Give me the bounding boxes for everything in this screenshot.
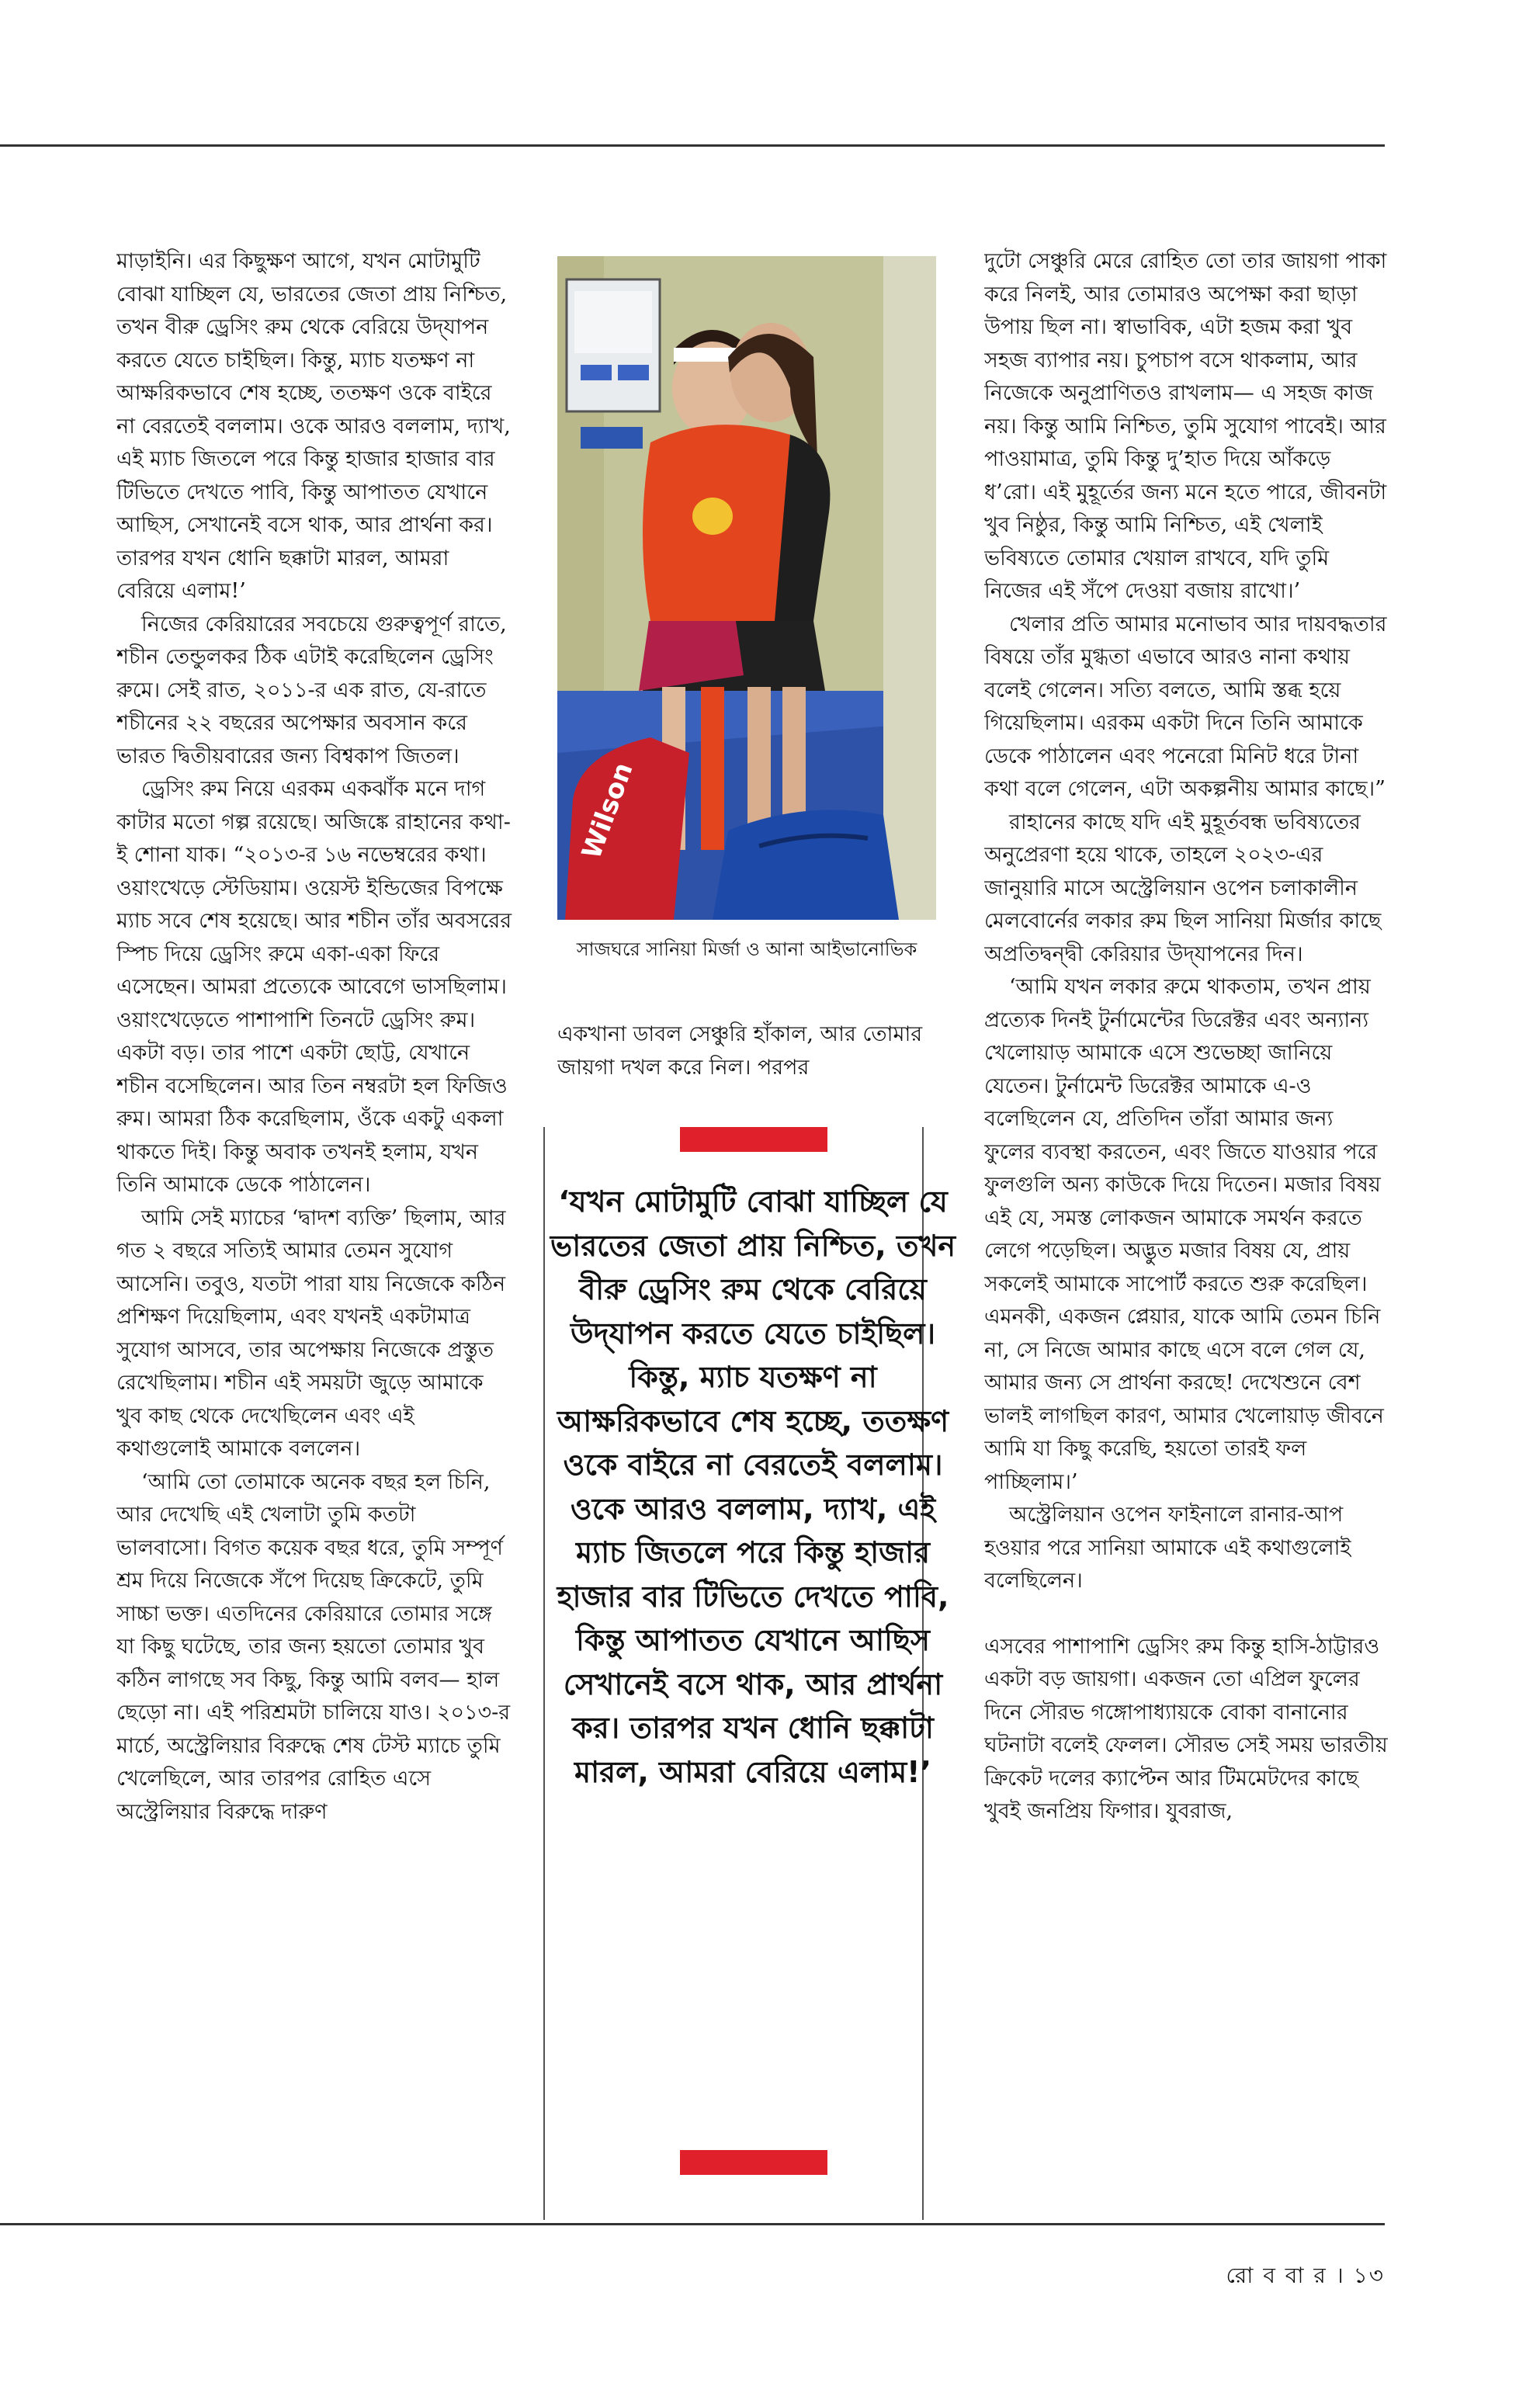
column-1 bbox=[116, 245, 512, 2217]
paragraph: খেলার প্রতি আমার মনোভাব আর দায়বদ্ধতার বিষয়ে তাঁর মুগ্ধতা এভাবে আরও নানা কথায় বলেই গেলেন। সত্যি বলতে, আমি স্তব্ধ হয়ে গিয়েছিলাম। এরকম একটা দিনে তিনি আমাকে ডেকে পাঠালেন এবং পনেরো মিনিট ধরে টানা কথা বলে গেলেন, এটা অকল্পনীয় আমার কাছে।” bbox=[984, 612, 1387, 801]
paragraph: একখানা ডাবল সেঞ্চুরি হাঁকাল, আর তোমার জায়গা দখল করে নিল। পরপর bbox=[557, 1022, 923, 1080]
paragraph: নিজের কেরিয়ারের সবচেয়ে গুরুত্বপূর্ণ রাতে, শচীন তেন্ডুলকর ঠিক এটাই করেছিলেন ড্রেসিং রুমে। সেই রাত, ২০১১-র এক রাত, যে-রাতে শচীনের ২২ বছরের অপেক্ষার অবসান করে ভারত দ্বিতীয়বারের জন্য বিশ্বকাপ জিতল। bbox=[116, 612, 507, 768]
top-rule bbox=[0, 144, 1385, 147]
photo-sania-mirza-ana-ivanovic bbox=[557, 256, 936, 920]
paragraph: অস্ট্রেলিয়ান ওপেন ফাইনালে রানার-আপ হওয়ার পরে সানিয়া আমাকে এই কথাগুলোই বলেছিলেন। bbox=[984, 1503, 1351, 1593]
column-2 bbox=[557, 1018, 961, 1096]
photo-caption: সাজঘরে সানিয়া মির্জা ও আনা আইভানোভিক bbox=[576, 938, 917, 960]
paragraph: মাড়াইনি। এর কিছুক্ষণ আগে, যখন মোটামুটি বোঝা যাচ্ছিল যে, ভারতের জেতা প্রায় নিশ্চিত, তখন বীরু ড্রেসিং রুম থেকে বেরিয়ে উদ্‌যাপন করতে যেতে চাইছিল। কিন্তু, ম্যাচ যতক্ষণ না আক্ষরিকভাবে শেষ হচ্ছে, ততক্ষণ ওকে বাইরে না বেরতেই বললাম। ওকে আরও বললাম, দ্যাখ, এই ম্যাচ জিতলে পরে কিন্তু হাজার হাজার বার টিভিতে দেখতে পাবি, কিন্তু আপাতত যেখানে আছিস, সেখানেই বসে থাক, আর প্রার্থনা কর। তারপর যখন ধোনি ছক্কাটা মারল, আমরা বেরিয়ে এলাম!’ bbox=[116, 249, 511, 603]
pull-quote-box bbox=[543, 1127, 962, 2214]
paragraph: ‘আমি যখন লকার রুমে থাকতাম, তখন প্রায় প্রত্যেক দিনই টুর্নামেন্টের ডিরেক্টর এবং অন্যান্য খেলোয়াড় আমাকে এসে শুভেচ্ছা জানিয়ে যেতেন। টুর্নামেন্ট ডিরেক্টর আমাকে এ-ও বলেছিলেন যে, প্রতিদিন তাঁরা আমার জন্য ফুলের ব্যবস্থা করতেন, এবং জিতে যাওয়ার পরে ফুলগুলি অন্য কাউকে দিয়ে দিতেন। মজার বিষয় এই যে, সমস্ত লোকজন আমাকে সমর্থন করতে লেগে পড়েছিল। অদ্ভুত মজার বিষয় যে, প্রায় সকলেই আমাকে সাপোর্ট করতে শুরু করেছিল। এমনকী, একজন প্লেয়ার, যাকে আমি তেমন চিনি না, সে নিজে আমার কাছে এসে বলে গেল যে, আমার জন্য সে প্রার্থনা করছে! দেখেশুনে বেশ ভালই লাগছিল কারণ, আমার খেলোয়াড় জীবনে আমি যা কিছু করেছি, হয়তো তারই ফল পাচ্ছিলাম।’ bbox=[984, 975, 1384, 1494]
bottom-rule bbox=[0, 2223, 1385, 2225]
paragraph: ‘আমি তো তোমাকে অনেক বছর হল চিনি, আর দেখেছি এই খেলাটা তুমি কতটা ভালবাসো। বিগত কয়েক বছর ধরে, তুমি সম্পূর্ণ শ্রম দিয়ে নিজেকে সঁপে দিয়েছ ক্রিকেটে, তুমি সাচ্চা ভক্ত। এতদিনের কেরিয়ারে তোমার সঙ্গে যা কিছু ঘটেছে, তার জন্য হয়তো তোমার খুব কঠিন লাগছে সব কিছু, কিন্তু আমি বলব— হাল ছেড়ো না। এই পরিশ্রমটা চালিয়ে যাও। ২০১৩-র মার্চে, অস্ট্রেলিয়ার বিরুদ্ধে শেষ টেস্ট ম্যাচে তুমি খেলেছিলে, আর তারপর রোহিত এসে অস্ট্রেলিয়ার বিরুদ্ধে দারুণ bbox=[116, 1469, 511, 1824]
page-folio: রো ব বা র । ১৩ bbox=[1226, 2263, 1385, 2288]
pull-quote-bar-top bbox=[680, 1127, 827, 1152]
paragraph: আমি সেই ম্যাচের ‘দ্বাদশ ব্যক্তি’ ছিলাম, আর গত ২ বছরে সত্যিই আমার তেমন সুযোগ আসেনি। তবুও, যতটা পারা যায় নিজেকে কঠিন প্রশিক্ষণ দিয়েছিলাম, এবং যখনই একটামাত্র সুযোগ আসবে, তার অপেক্ষায় নিজেকে প্রস্তুত রেখেছিলাম। শচীন এই সময়টা জুড়ে আমাকে খুব কাছ থেকে দেখেছিলেন এবং এই কথাগুলোই আমাকে বললেন। bbox=[116, 1205, 506, 1461]
paragraph: দুটো সেঞ্চুরি মেরে রোহিত তো তার জায়গা পাকা করে নিলই, আর তোমারও অপেক্ষা করা ছাড়া উপায় ছিল না। স্বাভাবিক, এটা হজম করা খুব সহজ ব্যাপার নয়। চুপচাপ বসে থাকলাম, আর নিজেকে অনুপ্রাণিতও রাখলাম— এ সহজ কাজ নয়। কিন্তু আমি নিশ্চিত, তুমি সুযোগ পাবেই। আর পাওয়ামাত্র, তুমি কিন্তু দু’হাত দিয়ে আঁকড়ে ধ’রো। এই মুহূর্তের জন্য মনে হতে পারে, জীবনটা খুব নিষ্ঠুর, কিন্তু আমি নিশ্চিত, এই খেলাই ভবিষ্যতে তোমার খেয়াল রাখবে, যদি তুমি নিজের এই সঁপে দেওয়া বজায় রাখো।’ bbox=[984, 249, 1387, 603]
paragraph: ড্রেসিং রুম নিয়ে এরকম একঝাঁক মনে দাগ কাটার মতো গল্প রয়েছে। অজিঙ্কে রাহানের কথা-ই শোনা যাক। “২০১৩-র ১৬ নভেম্বরের কথা। ওয়াংখেড়ে স্টেডিয়াম। ওয়েস্ট ইন্ডিজের বিপক্ষে ম্যাচ সবে শেষ হয়েছে। আর শচীন তাঁর অবসরের স্পিচ দিয়ে ড্রেসিং রুমে একা-একা ফিরে এসেছেন। আমরা প্রত্যেকে আবেগে ভাসছিলাম। ওয়াংখেড়েতে পাশাপাশি তিনটে ড্রেসিং রুম। একটা বড়। তার পাশে একটা ছোট্ট, যেখানে শচীন বসেছিলেন। আর তিন নম্বরটা হল ফিজিও রুম। আমরা ঠিক করেছিলাম, ওঁকে একটু একলা থাকতে দিই। কিন্তু অবাক তখনই হলাম, যখন তিনি আমাকে ডেকে পাঠালেন। bbox=[116, 777, 512, 1197]
paragraph: এসবের পাশাপাশি ড্রেসিং রুম কিন্তু হাসি-ঠাট্টারও একটা বড় জায়গা। একজন তো এপ্রিল ফুলের দিনে সৌরভ গঙ্গোপাধ্যায়কে বোকা বানানোর ঘটনাটা বলেই ফেলল। সৌরভ সেই সময় ভারতীয় ক্রিকেট দলের ক্যাপ্টেন আর টিমমেটদের কাছে খুবই জনপ্রিয় ফিগার। যুবরাজ, bbox=[984, 1634, 1388, 1823]
pull-quote-bar-bottom bbox=[680, 2150, 827, 2175]
paragraph bbox=[984, 1598, 1388, 1631]
column-3 bbox=[984, 245, 1388, 2217]
svg-text:Wilson: Wilson bbox=[576, 758, 640, 863]
pull-quote: ‘যখন মোটামুটি বোঝা যাচ্ছিল যে ভারতের জেতা প্রায় নিশ্চিত, তখন বীরু ড্রেসিং রুম থেকে বেরিয়ে উদ্‌যাপন করতে যেতে চাইছিল। কিন্তু, ম্যাচ যতক্ষণ না আক্ষরিকভাবে শেষ হচ্ছে, ততক্ষণ ওকে বাইরে না বেরতেই বললাম। ওকে আরও বললাম, দ্যাখ, এই ম্যাচ জিতলে পরে কিন্তু হাজার হাজার বার টিভিতে দেখতে পাবি, কিন্তু আপাতত যেখানে আছিস সেখানেই বসে থাক, আর প্রার্থনা কর। তারপর যখন ধোনি ছক্কাটা মারল, আমরা বেরিয়ে এলাম!’ bbox=[550, 1184, 956, 1789]
paragraph: রাহানের কাছে যদি এই মুহূর্তবন্ধ ভবিষ্যতের অনুপ্রেরণা হয়ে থাকে, তাহলে ২০২৩-এর জানুয়ারি মাসে অস্ট্রেলিয়ান ওপেন চলাকালীন মেলবোর্নের লকার রুম ছিল সানিয়া মির্জার কাছে অপ্রতিদ্বন্দ্বী কেরিয়ার উদ্‌যাপনের দিন। bbox=[984, 810, 1382, 966]
